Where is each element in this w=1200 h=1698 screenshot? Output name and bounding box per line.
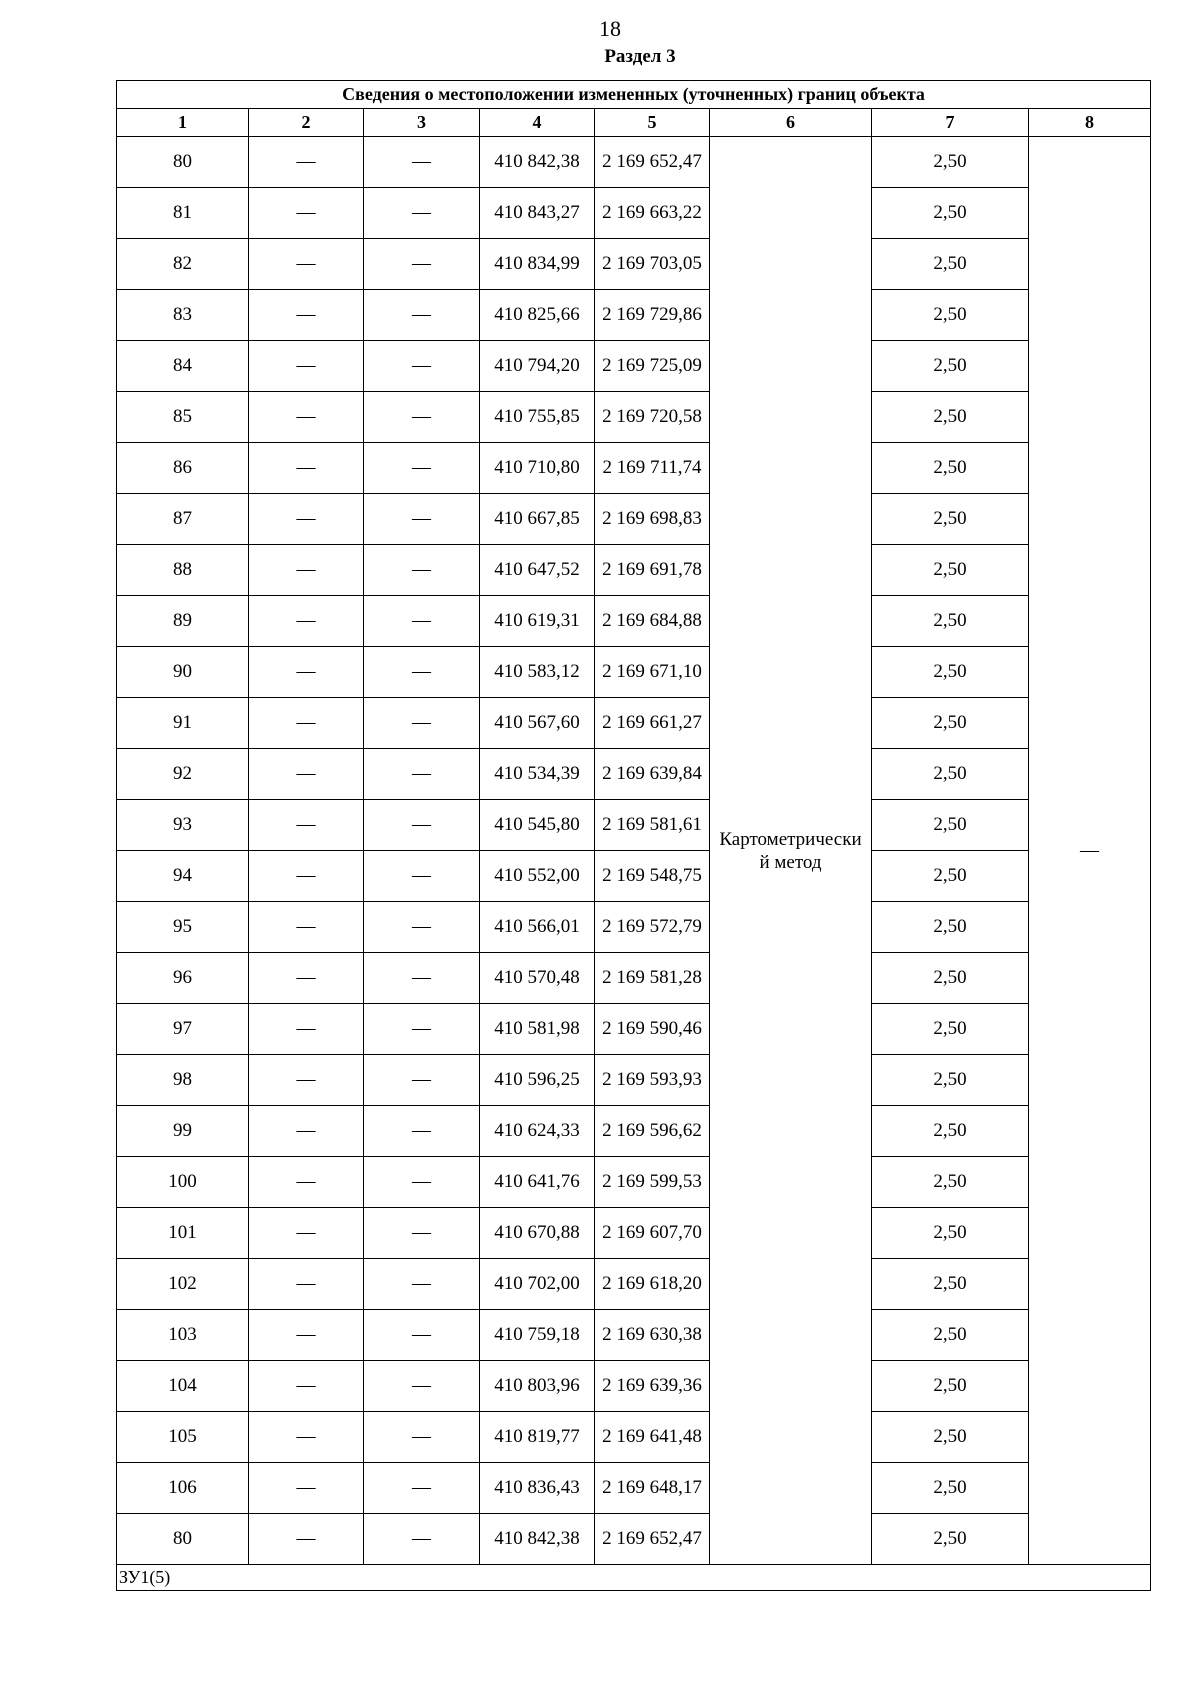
- point-cell: 99: [117, 1106, 249, 1157]
- y-coordinate-cell: 2 169 593,93: [595, 1055, 710, 1106]
- y-coordinate-cell: 2 169 618,20: [595, 1259, 710, 1310]
- column-header: 5: [595, 109, 710, 137]
- point-cell: 97: [117, 1004, 249, 1055]
- x-coordinate-cell: 410 624,33: [480, 1106, 595, 1157]
- x-coordinate-cell: 410 755,85: [480, 392, 595, 443]
- col7-cell: 2,50: [872, 1361, 1029, 1412]
- col7-cell: 2,50: [872, 341, 1029, 392]
- y-coordinate-cell: 2 169 590,46: [595, 1004, 710, 1055]
- col2-cell: —: [249, 1514, 364, 1565]
- table-row: [117, 1157, 1151, 1208]
- x-coordinate-cell: 410 566,01: [480, 902, 595, 953]
- col3-cell: —: [364, 290, 480, 341]
- point-cell: 90: [117, 647, 249, 698]
- col7-cell: 2,50: [872, 647, 1029, 698]
- column-header: 2: [249, 109, 364, 137]
- y-coordinate-cell: 2 169 639,36: [595, 1361, 710, 1412]
- col2-cell: —: [249, 341, 364, 392]
- col2-cell: —: [249, 1310, 364, 1361]
- y-coordinate-cell: 2 169 599,53: [595, 1157, 710, 1208]
- col3-cell: —: [364, 1106, 480, 1157]
- col7-cell: 2,50: [872, 1004, 1029, 1055]
- col2-cell: —: [249, 1412, 364, 1463]
- y-coordinate-cell: 2 169 703,05: [595, 239, 710, 290]
- y-coordinate-cell: 2 169 630,38: [595, 1310, 710, 1361]
- table-row: [117, 953, 1151, 1004]
- col3-cell: —: [364, 1208, 480, 1259]
- col7-cell: 2,50: [872, 749, 1029, 800]
- point-cell: 87: [117, 494, 249, 545]
- y-coordinate-cell: 2 169 711,74: [595, 443, 710, 494]
- col7-cell: 2,50: [872, 1463, 1029, 1514]
- point-cell: 106: [117, 1463, 249, 1514]
- point-cell: 82: [117, 239, 249, 290]
- point-cell: 89: [117, 596, 249, 647]
- x-coordinate-cell: 410 619,31: [480, 596, 595, 647]
- point-cell: 92: [117, 749, 249, 800]
- boundary-table: [116, 80, 1151, 1591]
- col3-cell: —: [364, 1361, 480, 1412]
- table-row: [117, 851, 1151, 902]
- x-coordinate-cell: 410 825,66: [480, 290, 595, 341]
- y-coordinate-cell: 2 169 581,61: [595, 800, 710, 851]
- x-coordinate-cell: 410 842,38: [480, 137, 595, 188]
- table-row: [117, 749, 1151, 800]
- col2-cell: —: [249, 1055, 364, 1106]
- col2-cell: —: [249, 1208, 364, 1259]
- col2-cell: —: [249, 545, 364, 596]
- method-cell: [710, 137, 872, 1565]
- col7-cell: 2,50: [872, 290, 1029, 341]
- column-header: 1: [117, 109, 249, 137]
- col3-cell: —: [364, 902, 480, 953]
- col2-cell: —: [249, 1361, 364, 1412]
- table-title: Сведения о местоположении измененных (уточненных) границ объекта: [117, 81, 1151, 109]
- col2-cell: —: [249, 851, 364, 902]
- col3-cell: —: [364, 341, 480, 392]
- x-coordinate-cell: 410 647,52: [480, 545, 595, 596]
- y-coordinate-cell: 2 169 548,75: [595, 851, 710, 902]
- table-row: [117, 1004, 1151, 1055]
- table-row: [117, 1412, 1151, 1463]
- col2-cell: —: [249, 290, 364, 341]
- column-header: 6: [710, 109, 872, 137]
- col7-cell: 2,50: [872, 239, 1029, 290]
- col7-cell: 2,50: [872, 902, 1029, 953]
- y-coordinate-cell: 2 169 663,22: [595, 188, 710, 239]
- col2-cell: —: [249, 698, 364, 749]
- point-cell: 80: [117, 1514, 249, 1565]
- y-coordinate-cell: 2 169 648,17: [595, 1463, 710, 1514]
- point-cell: 96: [117, 953, 249, 1004]
- x-coordinate-cell: 410 583,12: [480, 647, 595, 698]
- x-coordinate-cell: 410 552,00: [480, 851, 595, 902]
- table-row: [117, 188, 1151, 239]
- col3-cell: —: [364, 953, 480, 1004]
- col7-cell: 2,50: [872, 1412, 1029, 1463]
- col3-cell: —: [364, 137, 480, 188]
- col2-cell: —: [249, 1463, 364, 1514]
- col7-cell: 2,50: [872, 443, 1029, 494]
- point-cell: 101: [117, 1208, 249, 1259]
- col3-cell: —: [364, 647, 480, 698]
- col8-cell: —: [1029, 137, 1151, 1565]
- col2-cell: —: [249, 647, 364, 698]
- col2-cell: —: [249, 494, 364, 545]
- table-row: [117, 1106, 1151, 1157]
- col3-cell: —: [364, 1055, 480, 1106]
- col3-cell: —: [364, 800, 480, 851]
- point-cell: 83: [117, 290, 249, 341]
- col7-cell: 2,50: [872, 137, 1029, 188]
- point-cell: 81: [117, 188, 249, 239]
- point-cell: 91: [117, 698, 249, 749]
- col7-cell: 2,50: [872, 1259, 1029, 1310]
- table-row: [117, 1055, 1151, 1106]
- page-number: 18: [599, 16, 621, 41]
- table-row: [117, 494, 1151, 545]
- point-cell: 103: [117, 1310, 249, 1361]
- table-row: [117, 800, 1151, 851]
- y-coordinate-cell: 2 169 725,09: [595, 341, 710, 392]
- col7-cell: 2,50: [872, 545, 1029, 596]
- table-row: [117, 239, 1151, 290]
- table-row: [117, 1310, 1151, 1361]
- y-coordinate-cell: 2 169 691,78: [595, 545, 710, 596]
- table-row: [117, 137, 1151, 188]
- y-coordinate-cell: 2 169 671,10: [595, 647, 710, 698]
- table-row: [117, 545, 1151, 596]
- x-coordinate-cell: 410 581,98: [480, 1004, 595, 1055]
- col7-cell: 2,50: [872, 494, 1029, 545]
- col2-cell: —: [249, 800, 364, 851]
- column-header: 8: [1029, 109, 1151, 137]
- table-row: [117, 1208, 1151, 1259]
- col3-cell: —: [364, 1004, 480, 1055]
- x-coordinate-cell: 410 710,80: [480, 443, 595, 494]
- point-cell: 95: [117, 902, 249, 953]
- point-cell: 86: [117, 443, 249, 494]
- col3-cell: —: [364, 494, 480, 545]
- col3-cell: —: [364, 596, 480, 647]
- point-cell: 80: [117, 137, 249, 188]
- method-line-2: й метод: [759, 851, 822, 873]
- column-header: 3: [364, 109, 480, 137]
- point-cell: 93: [117, 800, 249, 851]
- col3-cell: —: [364, 1157, 480, 1208]
- x-coordinate-cell: 410 567,60: [480, 698, 595, 749]
- col2-cell: —: [249, 902, 364, 953]
- col7-cell: 2,50: [872, 1055, 1029, 1106]
- col3-cell: —: [364, 1259, 480, 1310]
- x-coordinate-cell: 410 534,39: [480, 749, 595, 800]
- col2-cell: —: [249, 1259, 364, 1310]
- col2-cell: —: [249, 188, 364, 239]
- col7-cell: 2,50: [872, 851, 1029, 902]
- header-row: [117, 109, 1151, 137]
- col2-cell: —: [249, 392, 364, 443]
- table-row: [117, 290, 1151, 341]
- table-row: [117, 341, 1151, 392]
- col2-cell: —: [249, 1106, 364, 1157]
- col7-cell: 2,50: [872, 1208, 1029, 1259]
- x-coordinate-cell: 410 843,27: [480, 188, 595, 239]
- col7-cell: 2,50: [872, 392, 1029, 443]
- section-title: Раздел 3: [604, 46, 676, 67]
- col7-cell: 2,50: [872, 1310, 1029, 1361]
- table-row: [117, 1514, 1151, 1565]
- col7-cell: 2,50: [872, 596, 1029, 647]
- column-header: 4: [480, 109, 595, 137]
- method-line-1: Картометрически: [719, 828, 862, 850]
- col3-cell: —: [364, 545, 480, 596]
- table-row: [117, 596, 1151, 647]
- col2-cell: —: [249, 1004, 364, 1055]
- table-row: [117, 392, 1151, 443]
- col3-cell: —: [364, 188, 480, 239]
- x-coordinate-cell: 410 641,76: [480, 1157, 595, 1208]
- col3-cell: —: [364, 1514, 480, 1565]
- col2-cell: —: [249, 596, 364, 647]
- table-row: [117, 443, 1151, 494]
- col7-cell: 2,50: [872, 953, 1029, 1004]
- x-coordinate-cell: 410 834,99: [480, 239, 595, 290]
- y-coordinate-cell: 2 169 641,48: [595, 1412, 710, 1463]
- table-row: [117, 1259, 1151, 1310]
- col2-cell: —: [249, 1157, 364, 1208]
- col3-cell: —: [364, 239, 480, 290]
- y-coordinate-cell: 2 169 572,79: [595, 902, 710, 953]
- y-coordinate-cell: 2 169 729,86: [595, 290, 710, 341]
- x-coordinate-cell: 410 794,20: [480, 341, 595, 392]
- point-cell: 100: [117, 1157, 249, 1208]
- x-coordinate-cell: 410 570,48: [480, 953, 595, 1004]
- point-cell: 84: [117, 341, 249, 392]
- x-coordinate-cell: 410 836,43: [480, 1463, 595, 1514]
- x-coordinate-cell: 410 670,88: [480, 1208, 595, 1259]
- point-cell: 105: [117, 1412, 249, 1463]
- col7-cell: 2,50: [872, 1106, 1029, 1157]
- table-row: [117, 1361, 1151, 1412]
- col2-cell: —: [249, 239, 364, 290]
- col7-cell: 2,50: [872, 698, 1029, 749]
- table-row: [117, 647, 1151, 698]
- y-coordinate-cell: 2 169 684,88: [595, 596, 710, 647]
- x-coordinate-cell: 410 596,25: [480, 1055, 595, 1106]
- col2-cell: —: [249, 137, 364, 188]
- column-header: 7: [872, 109, 1029, 137]
- col2-cell: —: [249, 443, 364, 494]
- col3-cell: —: [364, 392, 480, 443]
- table-row: [117, 698, 1151, 749]
- y-coordinate-cell: 2 169 652,47: [595, 1514, 710, 1565]
- point-cell: 85: [117, 392, 249, 443]
- col3-cell: —: [364, 851, 480, 902]
- y-coordinate-cell: 2 169 698,83: [595, 494, 710, 545]
- col7-cell: 2,50: [872, 1514, 1029, 1565]
- x-coordinate-cell: 410 667,85: [480, 494, 595, 545]
- y-coordinate-cell: 2 169 661,27: [595, 698, 710, 749]
- footer-label: ЗУ1(5): [117, 1565, 1151, 1591]
- col3-cell: —: [364, 749, 480, 800]
- y-coordinate-cell: 2 169 652,47: [595, 137, 710, 188]
- y-coordinate-cell: 2 169 720,58: [595, 392, 710, 443]
- col7-cell: 2,50: [872, 800, 1029, 851]
- x-coordinate-cell: 410 759,18: [480, 1310, 595, 1361]
- col2-cell: —: [249, 749, 364, 800]
- table-row: [117, 1463, 1151, 1514]
- x-coordinate-cell: 410 545,80: [480, 800, 595, 851]
- x-coordinate-cell: 410 803,96: [480, 1361, 595, 1412]
- point-cell: 88: [117, 545, 249, 596]
- point-cell: 98: [117, 1055, 249, 1106]
- point-cell: 104: [117, 1361, 249, 1412]
- col3-cell: —: [364, 1310, 480, 1361]
- col3-cell: —: [364, 1463, 480, 1514]
- col3-cell: —: [364, 1412, 480, 1463]
- table-row: [117, 902, 1151, 953]
- col3-cell: —: [364, 443, 480, 494]
- point-cell: 94: [117, 851, 249, 902]
- col7-cell: 2,50: [872, 188, 1029, 239]
- x-coordinate-cell: 410 842,38: [480, 1514, 595, 1565]
- col3-cell: —: [364, 698, 480, 749]
- x-coordinate-cell: 410 702,00: [480, 1259, 595, 1310]
- y-coordinate-cell: 2 169 596,62: [595, 1106, 710, 1157]
- y-coordinate-cell: 2 169 581,28: [595, 953, 710, 1004]
- col2-cell: —: [249, 953, 364, 1004]
- y-coordinate-cell: 2 169 607,70: [595, 1208, 710, 1259]
- y-coordinate-cell: 2 169 639,84: [595, 749, 710, 800]
- point-cell: 102: [117, 1259, 249, 1310]
- x-coordinate-cell: 410 819,77: [480, 1412, 595, 1463]
- col7-cell: 2,50: [872, 1157, 1029, 1208]
